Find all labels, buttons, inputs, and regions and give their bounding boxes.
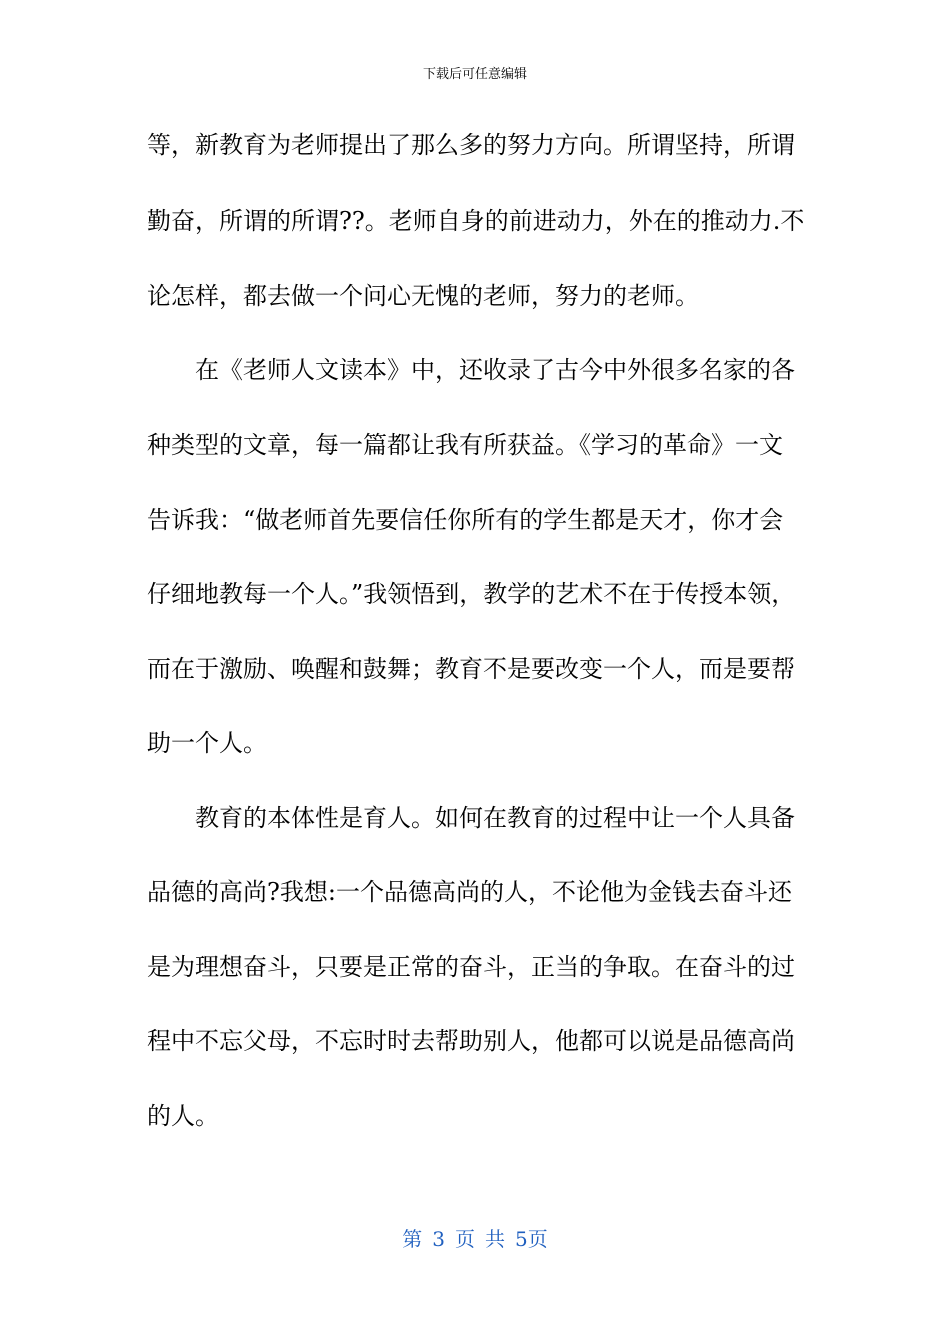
paragraph-first-line: 教育的本体性是育人。如何在教育的过程中让一个人具备 bbox=[195, 804, 795, 832]
page-footer bbox=[0, 1226, 950, 1252]
text-line: 助一个人。 bbox=[147, 729, 267, 757]
page-header: 下载后可任意编辑 bbox=[422, 67, 527, 82]
text-line: 论怎样，都去做一个问心无愧的老师，努力的老师。 bbox=[147, 282, 699, 310]
footer-page-number: 3 bbox=[432, 1227, 445, 1251]
text-line: 而在于激励、唤醒和鼓舞；教育不是要改变一个人，而是要帮 bbox=[147, 655, 795, 683]
text-line: 的人。 bbox=[147, 1102, 219, 1130]
footer-page-word: 页 bbox=[455, 1227, 475, 1251]
paragraph-first-line: 在《老师人文读本》中，还收录了古今中外很多名家的各 bbox=[195, 356, 795, 384]
footer-total-word: 共 bbox=[485, 1227, 505, 1251]
text-line: 是为理想奋斗，只要是正常的奋斗，正当的争取。在奋斗的过 bbox=[147, 953, 795, 981]
text-line: 告诉我：“做老师首先要信任你所有的学生都是天才，你才会 bbox=[147, 506, 784, 534]
text-line: 仔细地教每一个人。”我领悟到，教学的艺术不在于传授本领， bbox=[147, 580, 796, 608]
text-line: 勤奋，所谓的所谓??。老师自身的前进动力，外在的推动力.不 bbox=[147, 207, 805, 235]
footer-prefix: 第 bbox=[402, 1227, 423, 1251]
text-line: 品德的高尚?我想:一个品德高尚的人，不论他为金钱去奋斗还 bbox=[147, 878, 792, 906]
text-line: 种类型的文章，每一篇都让我有所获益。《学习的革命》一文 bbox=[147, 431, 783, 459]
text-line: 等，新教育为老师提出了那么多的努力方向。所谓坚持，所谓 bbox=[147, 131, 795, 159]
footer-total-pages: 5页 bbox=[515, 1227, 548, 1251]
text-line: 程中不忘父母，不忘时时去帮助别人，他都可以说是品德高尚 bbox=[147, 1027, 795, 1055]
